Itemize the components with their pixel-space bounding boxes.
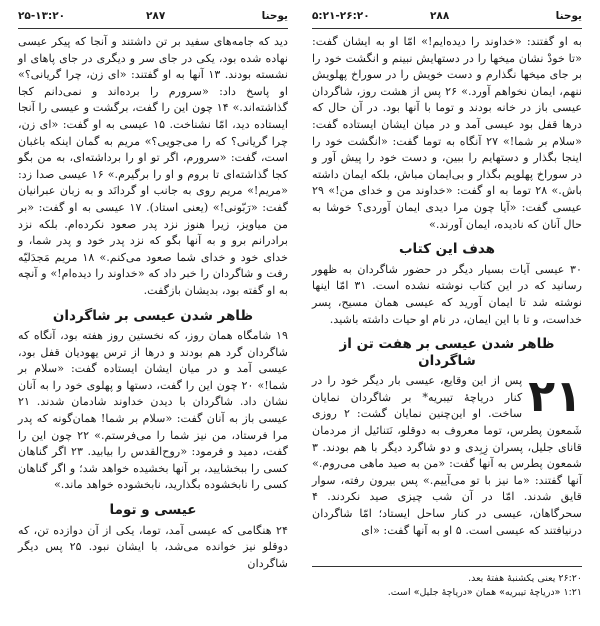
right-running-header (312, 10, 582, 26)
right-section-heading-1: هدف این کتاب (398, 241, 496, 258)
left-paragraph-3: ۲۴ هنگامی که عیسی آمد، توما، یکی از آن دوازده تن، که دوقلو نیز خوانده می‌شد، با ایشان نبود. ۲۵ پس دیگر شاگردان (18, 523, 288, 570)
left-header-rule (18, 28, 288, 29)
left-paragraph-2: ۱۹ شامگاه همان روز، که نخستین روز هفته بود، آنگاه که شاگردان گرد هم بودند و درها از ترس یهودیان قفل بود، عیسی آمد و در میان ایشان ایستاده گفت: «سلام بر شما!» ۲۰ چون این را گفت، دستها و پهلوی خود را به آنان نشان داد. شاگردان با دیدن خداوند شادمان شدند. ۲۱ عیسی باز به آنان گفت: «سلام بر شما! همان‌گونه که پدر مرا فرستاد، من نیز شما را می‌فرستم.» ۲۲ چون این را گفت، دمید و فرمود: «روح‌القدس را بیابید. ۲۳ اگر گناهان کسی را ببخشایید، بر آنها بخشیده خواهد شد؛ و اگر گناهان کسی را نابخشوده بگذارید، نابخشوده خواهد ماند.» (18, 329, 288, 492)
right-paragraph-2: ۳۰ عیسی آیات بسیار دیگر در حضور شاگردان به ظهور رسانید که در این کتاب نوشته نشده است. ۳۱ امّا اینها نوشته شد تا ایمان آورید که عیسی همان مسیح، پسر خداست، و تا با این ایمان، در نام او حیات داشته باشید. (312, 262, 582, 326)
right-header-title: یوحنا (555, 10, 582, 22)
right-paragraph-1: به او گفتند: «خداوند را دیده‌ایم!» امّا او به ایشان گفت: «تا خودْ نشان میخها را در دستهایش نبینم و انگشت خود را بر جای میخها نگذارم و دست خویش را در سوراخ پهلویش ننهم، ایمان نخواهم آورد.» ۲۶ پس از هشت روز، شاگردان عیسی باز در خانه بودند و توما با آنها بود. در آن حال که درها قفل بود عیسی آمد و در میان ایشان ایستاده گفت: «سلام بر شما!» ۲۷ آنگاه به توما گفت: «انگشت خود را اینجا بگذار و دستهایم را ببین، و دست خود را پیش آور و در سوراخ پهلویم بگذار و بی‌ایمان مباش، بلکه ایمان داشته باش.» ۲۸ توما به او گفت: «خداوند من و خدای من!» ۲۹ عیسی گفت: «آیا چون مرا دیدی ایمان آوردی؟ خوشا به حال آنان که نادیده، ایمان آورند.» (312, 35, 582, 231)
chapter-number: ۲۱ (528, 371, 582, 423)
left-section-heading-2: عیسی و توما (109, 502, 197, 519)
footnote-2: ۱:۲۱ «دریاچهٔ تیبریه» همان «دریاچهٔ جلیل» است. (387, 587, 582, 598)
left-header-title: یوحنا (261, 10, 288, 22)
right-paragraph-3: پس از این وقایع، عیسی بار دیگر خود را در کنار دریاچهٔ تیبریه* بر شاگردان نمایان ساخت. او این‌چنین نمایان گشت: ۲ روزی شَمعون پطرس، توما معروف به دوقلو، نَتنائیل از مردمان قانای جلیل، پسران زِبِدی و دو شاگرد دیگر با هم بودند. ۳ شمعون پطرس به آنها گفت: «من به صید ماهی می‌روم.» آنها گفتند: «ما نیز با تو می‌آییم.» پس بیرون رفته، سوار قایق شدند. امّا در آن شب چیزی صید نکردند. ۴ سحرگاهان، عیسی در کنار ساحل ایستاد؛ امّا شاگردان درنیافتند که عیسی است. ۵ او به آنها گفت: «ای (312, 374, 582, 537)
left-page (18, 0, 288, 626)
footnote-1: ۲۶:۲۰ یعنی یکشنبهٔ هفتهٔ بعد. (468, 573, 582, 584)
right-header-reference: ۵:۲۱-۲۶:۲۰ (312, 10, 370, 22)
footnotes (312, 566, 582, 600)
right-section-heading-2: ظاهر شدن عیسی بر هفت تن از شاگردان (339, 336, 555, 369)
left-header-reference: ۲۵-۱۳:۲۰ (18, 10, 66, 22)
left-page-number: ۲۸۷ (146, 10, 166, 22)
right-page-number: ۲۸۸ (430, 10, 450, 22)
right-page-body (312, 34, 582, 539)
left-page-body (18, 34, 288, 572)
right-page (312, 0, 582, 626)
left-section-heading-1: ظاهر شدن عیسی بر شاگردان (52, 307, 254, 324)
chapter-21-block (312, 373, 582, 539)
left-running-header (18, 10, 288, 26)
right-header-rule (312, 28, 582, 29)
left-paragraph-1: دید که جامه‌های سفید بر تن داشتند و آنجا که پیکر عیسی نهاده شده بود، یکی در جای سر و دیگری در جای پاهای او نشسته بودند. ۱۳ آنها به او گفتند: «ای زن، چرا گریانی؟» او پاسخ داد: «سرورم را برده‌اند و نمی‌دانم کجا گذاشته‌اند.» ۱۴ چون این را گفت، برگشت و عیسی را آنجا ایستاده دید، امّا نشناخت. ۱۵ عیسی به او گفت: «ای زن، چرا گریانی؟ که را می‌جویی؟» مریم به گمان اینکه باغبان است، گفت: «سرورم، اگر تو او را برداشته‌ای، به من بگو کجا گذاشته‌ای تا بروم و او را برگیرم.» ۱۶ عیسی صدا زد: «مریم!» مریم روی به جانب او گردانَد و به زبان عبرانیان گفت: «رَبّونی!» (یعنی استاد). ۱۷ عیسی به او گفت: «بر من میاویز، زیرا هنوز نزد پدر صعود نکرده‌ام. بلکه نزد برادرانم برو و به آنها بگو که نزد پدر خود و پدر شما، و خدای خود و خدای شما صعود می‌کنم.» ۱۸ مریم مَجدَلیّه رفت و شاگردان را خبر داد که «خداوند را دیده‌ام!» و آنچه به او گفته بود، بدیشان بازگفت. (18, 35, 288, 297)
